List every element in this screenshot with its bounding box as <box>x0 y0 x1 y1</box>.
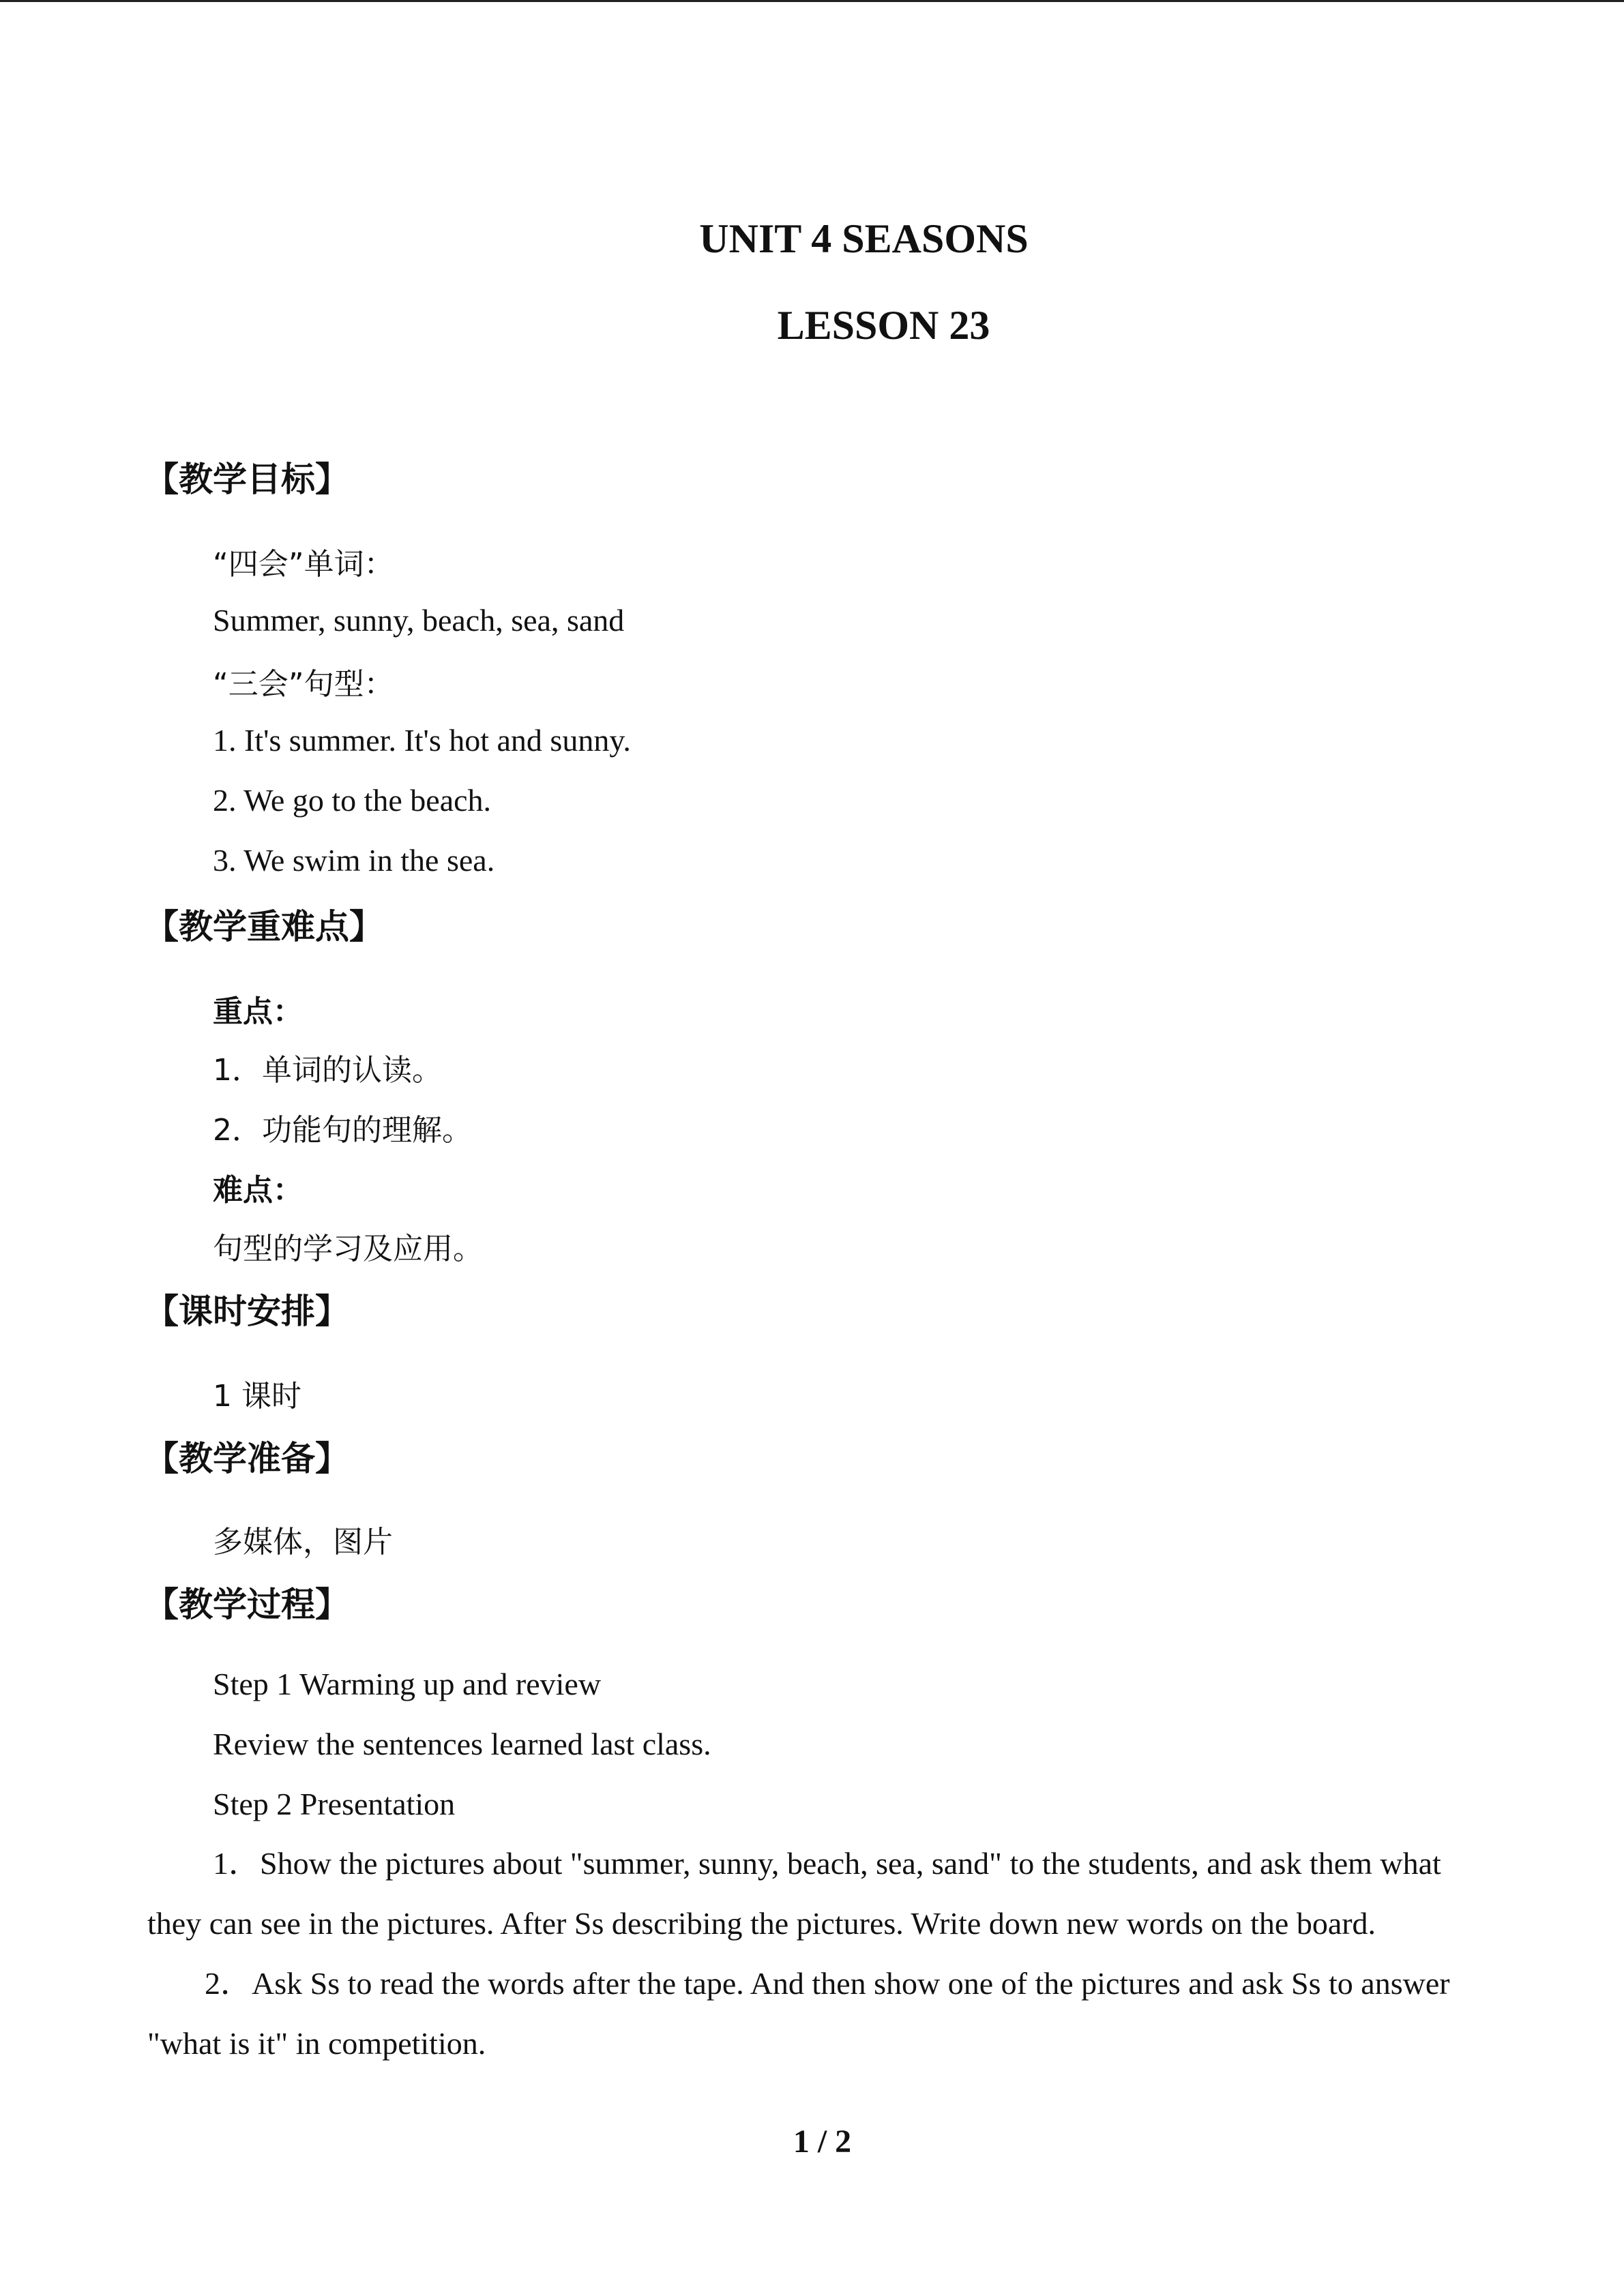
vocab-label: “四会”单词： <box>213 547 394 582</box>
step2-title: Step 2 Presentation <box>213 1787 456 1821</box>
section-heading-process: 【教学过程】 <box>145 1585 349 1624</box>
focus-item: 1．单词的认读。 <box>213 1053 442 1088</box>
page-number: 1 / 2 <box>793 2123 852 2160</box>
preparation-text: 多媒体，图片 <box>213 1525 393 1560</box>
sentence-item: 2. We go to the beach. <box>213 783 492 818</box>
document-title: UNIT 4 SEASONS <box>699 216 1029 261</box>
sentence-item: 1. It's summer. It's hot and sunny. <box>213 723 631 758</box>
focus-item: 2．功能句的理解。 <box>213 1113 472 1148</box>
sentence-label: “三会”句型： <box>213 667 394 702</box>
difficulty-text: 句型的学习及应用。 <box>213 1232 483 1266</box>
section-heading-preparation: 【教学准备】 <box>145 1439 349 1478</box>
vocab-words: Summer, sunny, beach, sea, sand <box>213 603 625 638</box>
section-heading-schedule: 【课时安排】 <box>145 1292 349 1331</box>
focus-label: 重点： <box>213 994 303 1029</box>
step2-item-2: 2．Ask Ss to read the words after the tape. And then show one of the pictures and ask Ss to answer "what is it" in competition. <box>147 1966 1450 2061</box>
lesson-subtitle: LESSON 23 <box>777 303 990 348</box>
section-heading-objectives: 【教学目标】 <box>145 460 349 499</box>
section-heading-key-points: 【教学重难点】 <box>145 907 383 946</box>
step1-title: Step 1 Warming up and review <box>213 1667 602 1701</box>
sentence-item: 3. We swim in the sea. <box>213 843 495 878</box>
difficulty-label: 难点： <box>213 1173 303 1208</box>
step2-item-1: 1．Show the pictures about "summer, sunny, beach, sea, sand" to the students, and ask them what they can see in the pictures. After Ss describing the pictures. Write down new words on the board. <box>147 1846 1441 1941</box>
schedule-text: 1 课时 <box>213 1379 301 1414</box>
step1-text: Review the sentences learned last class. <box>213 1727 711 1761</box>
